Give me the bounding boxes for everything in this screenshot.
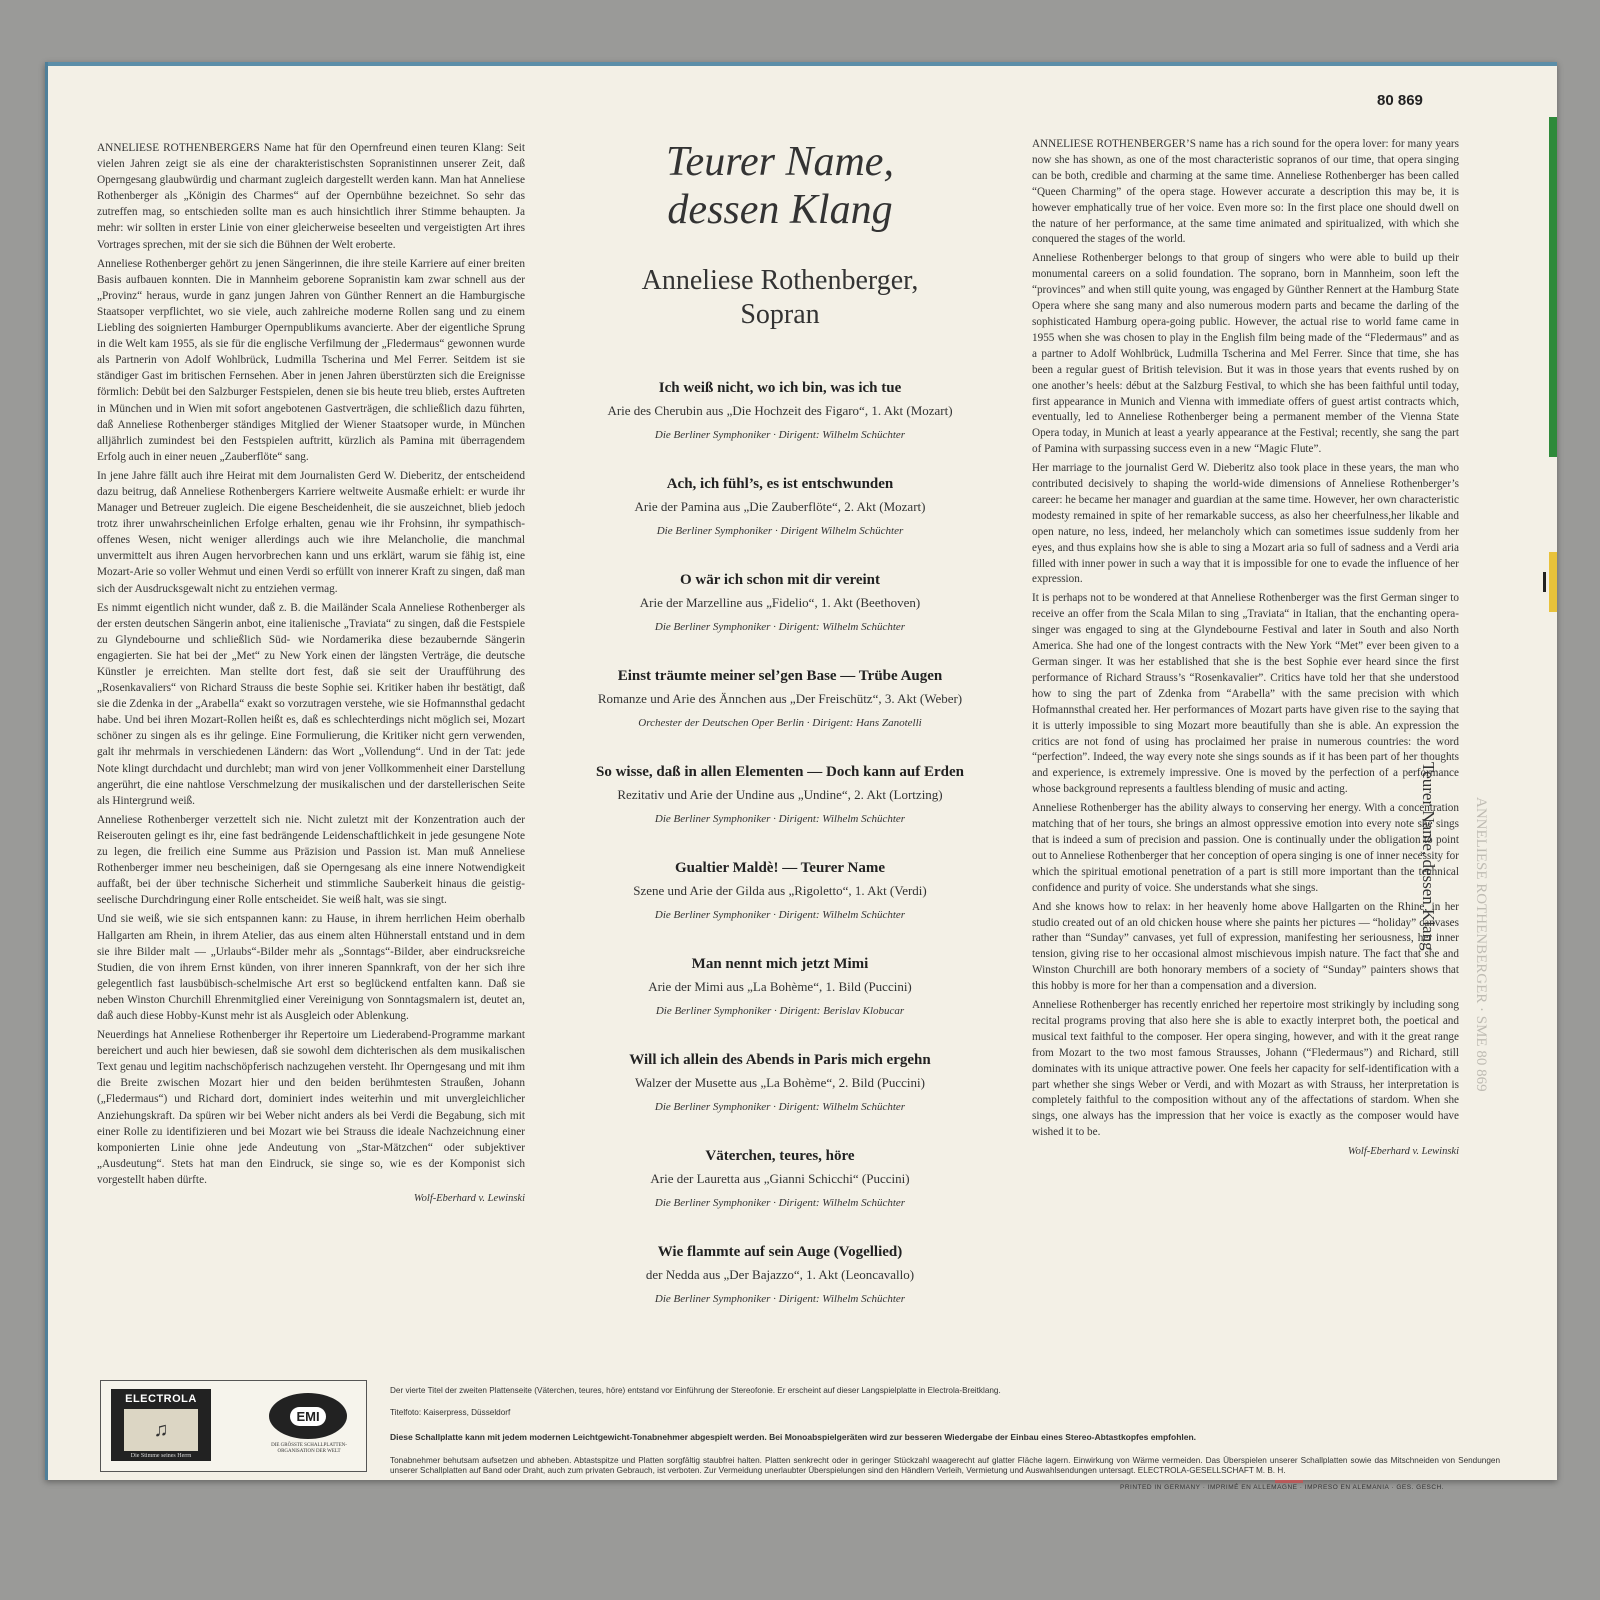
- artist-voice: Sopran: [740, 299, 820, 330]
- track-title: O wär ich schon mit dir vereint: [680, 572, 880, 588]
- care-note: Tonabnehmer behutsam aufsetzen und abheben. Abtastspitze und Platten sorgfältig staubfrei halten. Platten senkrecht oder in geringer Stückzahl waagerecht auf glatter Fläche lagern. Einwirkung von Wärme vermeiden. Das Überspielen unserer Schallplatten sowie das Mitschneiden von Sendungen unserer Schallplatten auf Band oder Draht, auch zum privaten Gebrauch, ist verboten. Zur Vermeidung unerlaubter Überspielungen sind den Händlern Verleih, Vermietung und Auswahlsendungen untersagt. ELECTROLA-GESELLSCHAFT M. B. H.: [390, 1456, 1500, 1475]
- track-performers: Die Berliner Symphoniker · Dirigent: Wilhelm Schüchter: [654, 813, 906, 825]
- english-paragraph: And she knows how to relax: in her heavenly home above Hallgarten on the Rhine, in her studio created out of an old chicken house where she paints her pictures — “holiday” canvases rather than “Sunday” canvases, yet full of expression, manifesting her seriousness, her inner tension, giving rise to her occasional almost mischievous impish nature. The fact that she and Winston Churchill are both honorary members of a society of “Sunday” painters shows that this hobby is more for her than a compensation and a diversion.: [1032, 900, 1459, 993]
- photo-credit: Titelfoto: Kaiserpress, Düsseldorf: [390, 1408, 511, 1417]
- track-performers: Die Berliner Symphoniker · Dirigent: Wilhelm Schüchter: [654, 1293, 906, 1305]
- spine-color-stripe-yellow: [1549, 552, 1557, 612]
- track-item: [550, 954, 1010, 1050]
- english-paragraph: Anneliese Rothenberger has the ability always to conserving her energy. With a concentration matching that of her tours, she brings an almost oppressive emotion into every note she sings that is indeed a sum of precision and passion. One is continually under the obligation to point out to Anneliese Rothenberger that her conception of opera singing is one of inner necessity for which the spiritual emotional penetration of a part is still more important than the technical confidence and purity of voice. She understands what she sings.: [1032, 802, 1459, 894]
- english-signature: Wolf-Eberhard v. Lewinski: [1347, 1146, 1459, 1158]
- german-paragraph: In jene Jahre fällt auch ihre Heirat mit dem Journalisten Gerd W. Dieberitz, der entscheidend dazu beitrug, daß Anneliese Rothenbergers Karriere weltweite Ausmaße erhielt: er wurde ihr Manager und Betreuer zugleich. Die eigene Bescheidenheit, die sie auszeichnet, blieb jedoch trotz ihrer unwahrscheinlichen Erfolge erhalten, genau wie ihr Frohsinn, ihr sympathisch-offenes Wesen, nicht weniger allerdings auch wie ihre Melancholie, die manchmal unvermittelt aus ihren Augen hervorbrechen kann und uns erklärt, warum sie fähig ist, eine Mozart-Arie so voller Wehmut und einen Verdi so erfüllt von innerer Kraft zu singen, daß man sich der Ausdrucksgewalt nicht zu entziehen vermag.: [97, 469, 525, 595]
- track-item: [550, 1242, 1010, 1338]
- album-title: [550, 138, 1010, 234]
- album-title-line-1: Teurer Name,: [666, 139, 894, 185]
- emi-logo-text: EMI: [290, 1407, 325, 1426]
- spine-color-stripe-green: [1549, 117, 1557, 457]
- electrola-motto: Die Stimme seines Herrn: [130, 1453, 192, 1459]
- stereo-note: Der vierte Titel der zweiten Plattenseite (Väterchen, teures, höre) entstand vor Einführung der Stereofonie. Er erscheint auf dieser Langspielplatte in Electrola-Breitklang.: [390, 1386, 1001, 1395]
- track-description: Rezitativ und Arie der Undine aus „Undine“, 2. Akt (Lortzing): [617, 787, 943, 802]
- track-item: [550, 1050, 1010, 1146]
- sleeve-top-edge: [45, 62, 1557, 66]
- track-performers: Orchester der Deutschen Oper Berlin · Dirigent: Hans Zanotelli: [638, 717, 922, 729]
- footer: [100, 1380, 1500, 1491]
- liner-notes-english: [1032, 137, 1459, 1160]
- track-description: Walzer der Musette aus „La Bohème“, 2. Bild (Puccini): [635, 1075, 925, 1090]
- center-column: [550, 132, 1010, 1338]
- german-paragraph: Anneliese Rothenberger gehört zu jenen Sängerinnen, die ihre steile Karriere auf einer breiten Basis aufbauen konnten. Die in Mannheim geborene Sopranistin kam zwar schnell aus der „Provinz“ heraus, wurde in ganz jungen Jahren von Günther Rennert an die Hamburgische Staatsoper verpflichtet, wo sie viele, auch zahlreiche moderne Rollen sang und zu einem Liebling des soignierten Hamburger Opernpublikums avancierte. Aber der eigentliche Sprung in die Welt kam 1955, als sie für die englische Verfilmung der „Fledermaus“ gewonnen wurde als Partnerin von Adolf Wohlbrück, Ludmilla Tscherina und Mel Ferrer. Seitdem ist sie ständiger Gast im britischen Fernsehen. Aber in jenen Jahren überstürzten sich die Ereignisse förmlich: Debüt bei den Salzburger Festspielen, denen sie bis heute treu blieb, erstes Auftreten in München und in Wien mit sofort angebotenen Gastverträgen, die schließlich dazu führten, daß Anneliese Rothenberger ständiges Mitglied der Wiener Staatsoper wurde, in München alljährlich zumindest bei den Festspielen auftritt, kürzlich als Pamina mit überragendem Erfolg auch in einer neuen „Zauberflöte“ sang.: [97, 257, 525, 463]
- electrola-logo: [111, 1389, 211, 1461]
- german-paragraph: Neuerdings hat Anneliese Rothenberger ihr Repertoire um Liederabend-Programme markant bereichert und auch hier bewiesen, daß sie sowohl dem dichterischen als dem musikalischen Text genau und legitim nachschöpferisch nachzugehen versteht. Ihr Operngesang und mit ihm die Breite zwischen Mozart hier und den beiden berühmtesten Straußen, Johann („Fledermaus“) und Richard dort, dominiert indes weiterhin und mit unvergleichlicher Anziehungskraft. Da spüren wir bei Weber nicht anders als bei Verdi die Begabung, sich mit einer Rolle zu identifizieren und bei Mozart wie bei Strauss die ideale Nachzeichnung einer komponierten Linie ohne jede Andeutung von „Star-Mätzchen“ oder subjektiver „Ausdeutung“. Stets hat man den Eindruck, sie singe so, wie es der Komponist sich vorgestellt haben dürfte.: [97, 1029, 525, 1186]
- track-title: Ach, ich fühl’s, es ist entschwunden: [666, 476, 894, 492]
- german-paragraph: Und sie weiß, wie sie sich entspannen kann: zu Hause, in ihrem herrlichen Heim oberhalb Hallgarten am Rhein, in ihrem Atelier, das aus einem alten Hühnerstall entstand und in dem sie ihre Bilder malt — „Urlaubs“-Bilder mehr als „Sonntags“-Bilder, aber eindrucksreiche Studien, die von ihrem Ernst künden, von ihrer inneren Spannkraft, von der her sich ihre gelegentlich fast lausbübisch-schelmische Art erst so beglückend entfalten kann. Daß sie neben Winston Churchill Ehrenmitglied einer Vereinigung von Sonntagsmalern ist, deutet an, daß auch diese Hobby-Kunst mehr ist als Ausgleich oder Ablenkung.: [97, 913, 525, 1022]
- english-paragraph: ANNELIESE ROTHENBERGER’S name has a rich sound for the opera lover: for many years now she has shown, as one of the most characteristic sopranos of our time, that opera singing can be both, credible and charming at the same time. Anneliese Rothenberger has been called “Queen Charming” of the opera stage. However accurate a description this may be, it is however emphatically true of her voice. Even more so: In the first place one should dwell on the nature of her performance, at the same time animated and spiritualized, with which she conquered the stages of the world.: [1032, 138, 1459, 246]
- track-description: Arie der Marzelline aus „Fidelio“, 1. Akt (Beethoven): [639, 595, 921, 610]
- german-signature: Wolf-Eberhard v. Lewinski: [413, 1193, 525, 1204]
- spine-mark: [1543, 572, 1546, 592]
- german-paragraph: Es nimmt eigentlich nicht wunder, daß z. B. die Mailänder Scala Anneliese Rothenberger als der ersten deutschen Sängerin anbot, eine italienische „Traviata“ zu singen, daß die Festspiele zu Glyndebourne und schließlich Süd- wie Nordamerika diese bezaubernde Sängerin engagierten. Sie hat bei der „Met“ zu New York einen der längsten Verträge, die deutsche Künstler je erreichten. Man stellte dort fest, daß sie seit der Uraufführung des „Rosenkavaliers“ von Richard Strauss die beste Sophie sei. Kritiker haben ihr bestätigt, daß sie die Zdenka in der „Arabella“ exakt so vorzutragen verstehe, wie sie Hofmannsthal gedacht habe. Und bei ihren Mozart-Rollen heißt es, daß es schlechterdings nicht möglich sei, Mozart schöner zu singen als es ihr gelinge. Eine Formulierung, die Kritiker nicht gern verwenden, galt ihr mehrmals in verschiedenen Ländern: das Wort „Vollendung“. Und in der Tat: jede Note klingt durchdacht und durchlebt; man wird von jener Vollkommenheit einer Darstellung angerührt, die eine nahtlose Verschmelzung der musikalischen und der darstellerischen Seite als Hintergrund weiß.: [97, 601, 525, 807]
- liner-notes-german: [97, 140, 525, 1207]
- track-performers: Die Berliner Symphoniker · Dirigent: Berislav Klobucar: [655, 1005, 905, 1017]
- sleeve-left-edge: [45, 62, 48, 1480]
- catalog-number: 80 869: [1377, 92, 1423, 109]
- track-performers: Die Berliner Symphoniker · Dirigent: Wilhelm Schüchter: [654, 1197, 906, 1209]
- track-performers: Die Berliner Symphoniker · Dirigent: Wilhelm Schüchter: [654, 429, 906, 441]
- dog-gramophone-icon: ♫: [124, 1409, 198, 1451]
- track-item: [550, 1146, 1010, 1242]
- track-item: [550, 762, 1010, 858]
- german-paragraph: Anneliese Rothenberger verzettelt sich nie. Nicht zuletzt mit der Konzentration auch der Reiserouten gelingt es ihr, eine fast bedrängende Leidenschaftlichkeit in jede gesungene Note zu legen, die freilich eine Summe aus Präzision und Passion ist. Man muß Anneliese Rothenberger immer neu bescheinigen, daß sie Operngesang als eine innere Notwendigkeit auffaßt, bei der über technische Sicherheit und stimmliche Sauberkeit hinaus die geistig-seelische Durchdringung einer Rolle entscheidet. Sie weiß halt, was sie singt.: [97, 813, 525, 907]
- album-title-line-2: dessen Klang: [667, 187, 893, 233]
- track-performers: Die Berliner Symphoniker · Dirigent Wilhelm Schüchter: [656, 525, 904, 537]
- track-description: Arie des Cherubin aus „Die Hochzeit des Figaro“, 1. Akt (Mozart): [607, 403, 953, 418]
- track-title: Will ich allein des Abends in Paris mich ergehn: [629, 1052, 931, 1068]
- label-logo-box: [100, 1380, 367, 1472]
- track-title: Wie flammte auf sein Auge (Vogellied): [657, 1244, 903, 1260]
- german-paragraph: ANNELIESE ROTHENBERGERS Name hat für den Opernfreund einen teuren Klang: Seit vielen Jahren zeigt sie als eine der charakteristischsten Sopranistinnen unserer Zeit, daß Operngesang glaubwürdig und charmant zugleich dargestellt werden kann. Man hat Anneliese Rothenberger als „Königin des Charmes“ auf der Opernbühne bezeichnet. So sehr das zutreffen mag, so entschieden sollte man es auch hinsichtlich ihrer Stimme behaupten. Ja mehr: wir sollten in erster Linie von einer gleicherweise beseelten und vergeistigten Art ihres Vortrages sprechen, mit der sie sich die Bühnen der Welt eroberte.: [97, 142, 525, 251]
- track-title: Väterchen, teures, höre: [705, 1148, 855, 1164]
- track-title: Gualtier Maldè! — Teurer Name: [675, 860, 885, 876]
- track-item: [550, 570, 1010, 666]
- artist-credit: [550, 264, 1010, 332]
- printed-in-germany: PRINTED IN GERMANY · IMPRIMÉ EN ALLEMAGNE · IMPRESO EN ALEMANIA · GES. GESCH.: [1120, 1484, 1445, 1491]
- track-description: Romanze und Arie des Ännchen aus „Der Freischütz“, 3. Akt (Weber): [597, 691, 963, 706]
- track-description: Arie der Lauretta aus „Gianni Schicchi“ (Puccini): [650, 1171, 910, 1186]
- track-performers: Die Berliner Symphoniker · Dirigent: Wilhelm Schüchter: [654, 909, 906, 921]
- english-paragraph: Anneliese Rothenberger has recently enriched her repertoire most strikingly by including song recital programs proving that also here she is able to exactly interpret both, the poetical and musical text faithful to the composer. Her opera singing, however, and with it the great range from Mozart to the two most famous Strausses, Johann (“Fledermaus”) and Richard, still dominates with its unique attractive power. One feels her capacity for self-identification with a part whether she sings Weber or Verdi, and with Mozart as with Strauss, her interpretation is completely faithful to the composition without any of the affectations of stardom. When she sings, one always has the impression that her voice is exactly as the composer would have wished it to be.: [1032, 999, 1459, 1139]
- english-paragraph: Anneliese Rothenberger belongs to that group of singers who were able to build up their monumental careers on a solid foundation. The soprano, born in Mannheim, soon left the “provinces” and when still quite young, was engaged by Günther Rennert at the Hamburg State Opera where she sang many and also numerous modern parts and became the darling of the sophisticated Hamburg opera-going public. However, the actual rise to world fame came in 1955 when she was chosen to play in the English film being made of the “Fledermaus” and as a partner to Adolf Wohlbrück, Ludmilla Tscherina and Mel Ferrer. Since that time, she has been a regular guest of British television. But it was in those years that events rushed by on one another’s heels: début at the Salzburg Festival, to which she has been faithful until today, first appearance in Munich and Vienna with immediate offers of guest artist contracts which, eventually, led to Anneliese Rothenberger being a permanent member of the Vienna State Opera today, in Munich at least a yearly appearance at the Festival; recently, she sang the part of Pamina with surpassing success even in a new “Magic Flute”.: [1032, 252, 1459, 456]
- track-performers: Die Berliner Symphoniker · Dirigent: Wilhelm Schüchter: [654, 1101, 906, 1113]
- english-paragraph: Her marriage to the journalist Gerd W. Dieberitz also took place in these years, the man who contributed decisively to shaping the world-wide dimensions of Anneliese Rothenberger’s career: he became her manager and guardian at the same time. However, her own characteristic modesty remained in spite of her remarkable success, as also her cheerfulness,her likable and open nature, no less, indeed, her melancholy which can sometimes issue suddenly from her eyes, and thus explains how she is able to sing a Mozart aria so full of sadness and a Verdi aria filled with inner power in such a way that it is impossible for one to evade the influence of her expression.: [1032, 462, 1459, 586]
- track-title: Ich weiß nicht, wo ich bin, was ich tue: [658, 380, 902, 396]
- track-description: Arie der Mimi aus „La Bohème“, 1. Bild (Puccini): [648, 979, 912, 994]
- track-title: Man nennt mich jetzt Mimi: [691, 956, 869, 972]
- track-description: Szene und Arie der Gilda aus „Rigoletto“, 1. Akt (Verdi): [633, 883, 927, 898]
- track-title: Einst träumte meiner sel’gen Base — Trübe Augen: [617, 668, 943, 684]
- track-description: Arie der Pamina aus „Die Zauberflöte“, 2. Akt (Mozart): [634, 499, 926, 514]
- electrola-logo-text: ELECTROLA: [125, 1393, 197, 1405]
- emi-logo: [269, 1393, 347, 1439]
- record-sleeve-back: [45, 62, 1557, 1491]
- track-performers: Die Berliner Symphoniker · Dirigent: Wilhelm Schüchter: [654, 621, 906, 633]
- background-fleck: [1275, 1480, 1303, 1483]
- spine-ghost-text: ANNELIESE ROTHENBERGER · SME 80 869: [1473, 797, 1489, 1092]
- track-item: [550, 858, 1010, 954]
- track-item: [550, 474, 1010, 570]
- track-title: So wisse, daß in allen Elementen — Doch kann auf Erden: [596, 764, 964, 780]
- emi-caption: DIE GRÖSSTE SCHALLPLATTEN-ORGANISATION DER WELT: [271, 1443, 347, 1454]
- spine-title: Teurer Name, dessen Klang: [1419, 762, 1438, 951]
- track-item: [550, 666, 1010, 762]
- english-paragraph: It is perhaps not to be wondered at that Anneliese Rothenberger was the first German singer to receive an offer from the Scala Milan to sing „Traviata“ in Italian, that the enchanting opera-singer was engaged to sing at the Glyndebourne Festival and later in South and also North America. She had one of the longest contracts with the New York “Met” ever been given to a German singer. It was her established that she is the best Sophie ever heard since the first performance of Richard Strauss’s “Rosenkavalier”. Critics have told her that she understood how to sing the part of Zdenka from “Arabella” with the same precision with which Hofmannsthal created her. Her performances of Mozart parts have given rise to the saying that it is utterly impossible to sing Mozart more beautifully than she is able. An expression the critics are not fond of using has proclaimed her praise in numerous countries: the word “perfection”. Indeed, the way every note she sings sounds as if it has been part of her thoughts and experience, is extremely impressive. One is moved by the perfection of a performance whose background represents a faultless blending of music and acting.: [1032, 592, 1459, 796]
- track-description: der Nedda aus „Der Bajazzo“, 1. Akt (Leoncavallo): [645, 1267, 915, 1282]
- playback-note: Diese Schallplatte kann mit jedem modernen Leichtgewicht-Tonabnehmer abgespielt werden. Bei Monoabspielgeräten wird zur besseren Wiedergabe der Einbau eines Stereo-Abtastkopfes empfohlen.: [390, 1432, 1197, 1442]
- track-item: [550, 378, 1010, 474]
- artist-name: Anneliese Rothenberger,: [641, 265, 919, 296]
- track-list: [550, 378, 1010, 1338]
